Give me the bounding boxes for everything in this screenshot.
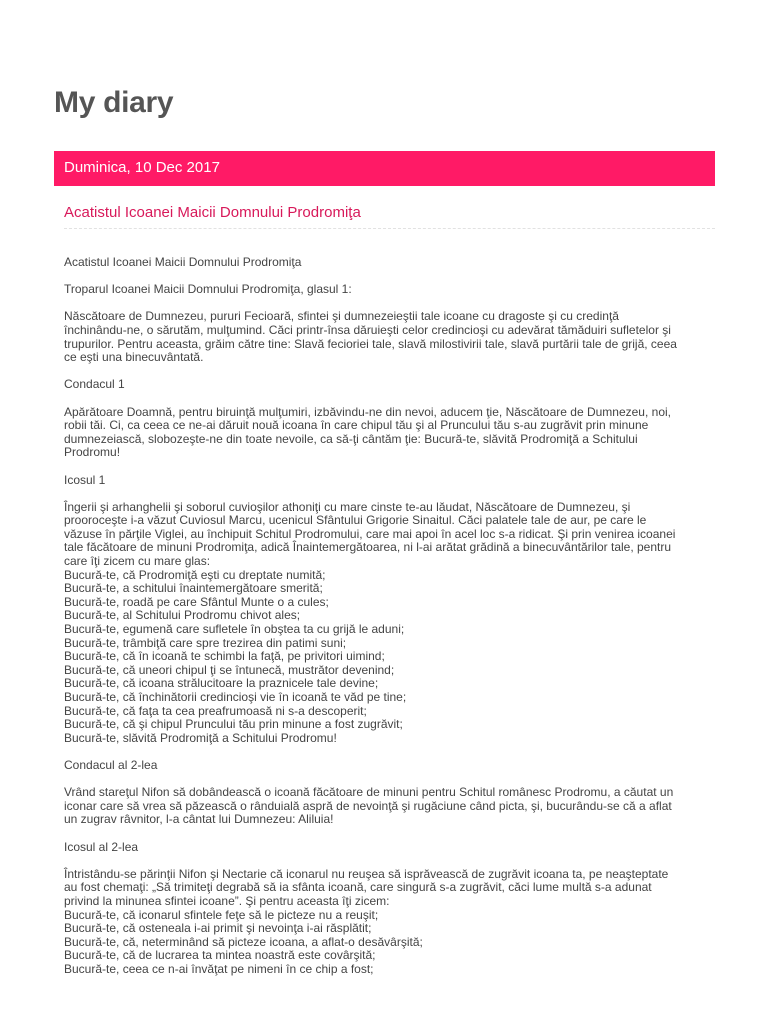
text-line: Bucură-te, al Schitului Prodromu chivot ales; bbox=[64, 608, 301, 623]
post-paragraph bbox=[64, 841, 720, 855]
blog-title[interactable]: My diary bbox=[54, 86, 174, 119]
text-line: Troparul Icoanei Maicii Domnului Prodromiţa, glasul 1: bbox=[64, 282, 352, 297]
text-line: Bucură-te, ceea ce n-ai învăţat pe nimeni în ce chip a fost; bbox=[64, 961, 374, 976]
text-line: Bucură-te, că de lucrarea ta mintea noastră este covârşită; bbox=[64, 948, 376, 963]
text-line: Îngerii şi arhanghelii şi soborul cuvioşilor athoniţi cu mare cinste te-au lăudat, Născătoare de Dumnezeu, şi bbox=[64, 499, 631, 514]
post-body bbox=[64, 256, 720, 976]
text-line: Icosul 1 bbox=[64, 472, 106, 487]
text-line: iconar care să vrea să păzească o rânduială aspră de nevoinţă şi rugăciune când picta, şi, bucurându-se că a aflat bbox=[64, 798, 672, 813]
text-line: prooroceşte i-a văzut Cuviosul Marcu, ucenicul Sfântului Grigorie Sinaitul. Căci palatele tale de aur, pe care le bbox=[64, 513, 647, 528]
post-paragraph bbox=[64, 256, 720, 270]
post-paragraph bbox=[64, 474, 720, 488]
text-line: Bucură-te, slăvită Prodromiţă a Schitului Prodromu! bbox=[64, 730, 337, 745]
text-line: robii tăi. Ci, ca ceea ce ne-ai dăruit nouă icoana în care chipul tău şi al Pruncului tău s-au zugrăvit prin minune bbox=[64, 418, 649, 433]
text-line: Bucură-te, că în icoană te schimbi la faţă, pe privitori uimind; bbox=[64, 649, 385, 664]
text-line: privind la minunea sfintei icoane”. Şi pentru aceasta îţi zicem: bbox=[64, 893, 390, 908]
text-line: Bucură-te, a schitului înaintemergătoare smerită; bbox=[64, 581, 323, 596]
title-divider bbox=[64, 228, 715, 229]
text-line: Vrând stareţul Nifon să dobândească o icoană făcătoare de minuni pentru Schitul românesc Prodromu, a căutat un bbox=[64, 785, 674, 800]
text-line: Bucură-te, că icoana strălucitoare la praznicele tale devine; bbox=[64, 676, 379, 691]
text-line: ce eşti una binecuvântată. bbox=[64, 350, 204, 365]
text-line: trupurilor. Pentru aceasta, grăim către tine: Slavă fecioriei tale, slavă milostivirii tale, slavă purtării tale de grijă, ceea bbox=[64, 336, 677, 351]
text-line: Bucură-te, roadă pe care Sfântul Munte o a cules; bbox=[64, 594, 329, 609]
text-line: Bucură-te, că faţa ta cea preafrumoasă ni s-a descoperit; bbox=[64, 703, 367, 718]
text-line: Icosul al 2-lea bbox=[64, 839, 139, 854]
text-line: Întristându-se părinţii Nifon şi Nectarie că iconarul nu reuşea să isprăvească de zugrăvit icoana ta, pe neaşteptate bbox=[64, 866, 669, 881]
text-line: tale făcătoare de minuni Prodromiţa, adică Înaintemergătoarea, ni l-ai arătat grădină a binecuvântărilor tale, pentru bbox=[64, 540, 672, 555]
date-header-bar bbox=[54, 151, 715, 186]
text-line: închinându-ne, o sărutăm, mulţumind. Căci printr-însa dăruieşti celor credincioşi cu adevărat tămăduiri sufletelor şi bbox=[64, 322, 671, 337]
post-paragraph bbox=[64, 406, 720, 460]
text-line: Condacul 1 bbox=[64, 377, 125, 392]
text-line: Bucură-te, că uneori chipul ţi se întunecă, mustrător devenind; bbox=[64, 662, 395, 677]
post-paragraph bbox=[64, 283, 720, 297]
text-line: văzuse în părţile Viglei, au închipuit Schitul Prodromului, care mai apoi în acel loc s-a ridicat. Şi prin venirea icoanei bbox=[64, 526, 676, 541]
post-title[interactable]: Acatistul Icoanei Maicii Domnului Prodromiţa bbox=[64, 204, 361, 221]
text-line: Bucură-te, că închinătorii credincioşi vie în icoană te văd pe tine; bbox=[64, 690, 407, 704]
post-date: Duminica, 10 Dec 2017 bbox=[64, 159, 220, 176]
text-line: Bucură-te, trâmbiţă care spre trezirea din patimi suni; bbox=[64, 635, 347, 650]
post-paragraph bbox=[64, 310, 720, 364]
post-paragraph bbox=[64, 868, 720, 977]
text-line: Prodromu! bbox=[64, 445, 121, 460]
text-line: Acatistul Icoanei Maicii Domnului Prodromiţa bbox=[64, 255, 302, 269]
text-line: care îţi zicem cu mare glas: bbox=[64, 554, 211, 569]
text-line: Bucură-te, că şi chipul Pruncului tău prin minune a fost zugrăvit; bbox=[64, 717, 403, 732]
text-line: Bucură-te, că Prodromiţă eşti cu dreptate numită; bbox=[64, 567, 326, 582]
text-line: Bucură-te, că osteneala i-ai primit şi nevoinţa i-ai răsplătit; bbox=[64, 921, 372, 936]
text-line: Bucură-te, că iconarul sfintele feţe să le picteze nu a reuşit; bbox=[64, 907, 379, 922]
text-line: Condacul al 2-lea bbox=[64, 757, 158, 772]
text-line: au fost chemaţi: „Să trimiteţi degrabă să ia sfânta icoană, care singură s-a zugrăvit, căci lume multă s-a adunat bbox=[64, 880, 652, 895]
text-line: un zugrav râvnitor, l-a cântat lui Dumnezeu: Aliluia! bbox=[64, 812, 334, 827]
post-paragraph bbox=[64, 759, 720, 773]
post-paragraph bbox=[64, 378, 720, 392]
text-line: Bucură-te, egumenă care sufletele în obştea ta cu grijă le aduni; bbox=[64, 622, 405, 637]
text-line: dumnezeiască, slobozeşte-ne din toate nevoile, ca să-ţi cântăm ţie: Bucură-te, slăvită Prodromiţă a Schitului bbox=[64, 431, 638, 446]
text-line: Născătoare de Dumnezeu, pururi Fecioară, sfintei şi dumnezeieştii tale icoane cu dragoste şi cu credinţă bbox=[64, 309, 619, 324]
post-paragraph bbox=[64, 501, 720, 746]
text-line: Apărătoare Doamnă, pentru biruinţă mulţumiri, izbăvindu-ne din nevoi, aducem ţie, Născătoare de Dumnezeu, noi, bbox=[64, 404, 671, 419]
text-line: Bucură-te, că, neterminând să picteze icoana, a aflat-o desăvârşită; bbox=[64, 934, 423, 949]
post-paragraph bbox=[64, 786, 720, 827]
